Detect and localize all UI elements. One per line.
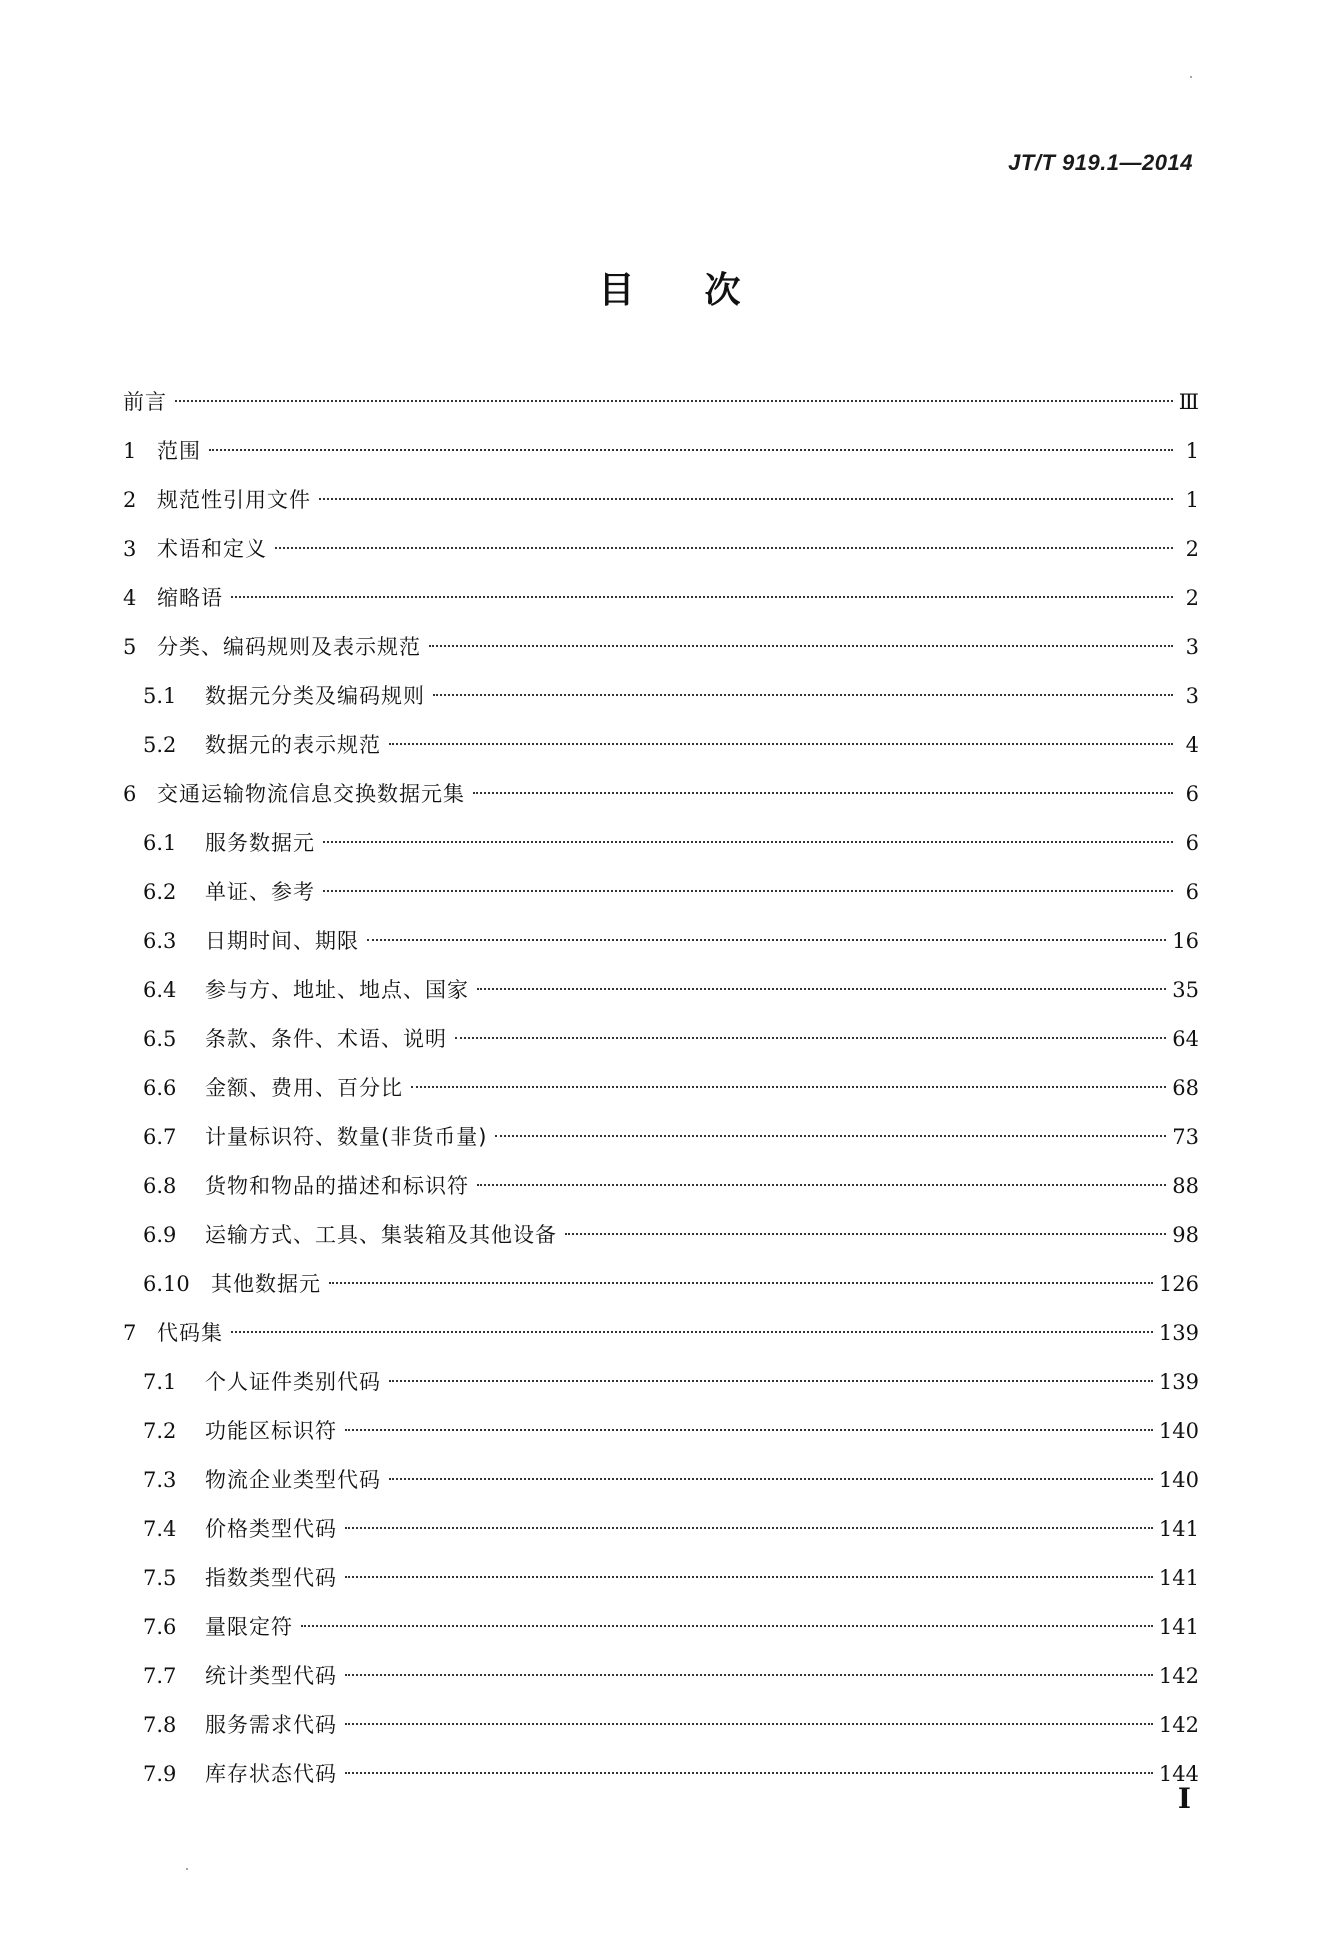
toc-entry[interactable] [123,574,1199,623]
toc-entry-page: 73 [1172,1125,1199,1149]
toc-leader-dots [389,1478,1153,1480]
toc-entry-number: 7.6 [143,1615,177,1639]
toc-entry-number: 5 [123,635,137,659]
toc-entry-title: 范围 [157,439,201,463]
toc-entry-number: 5.1 [143,684,177,708]
toc-entry-title: 规范性引用文件 [157,488,311,512]
toc-entry-title: 数据元的表示规范 [205,733,381,757]
toc-leader-dots [411,1086,1166,1088]
toc-entry-number: 4 [123,586,137,610]
toc-entry-number: 6.2 [143,880,177,904]
toc-entry[interactable] [123,1309,1199,1358]
toc-entry[interactable] [123,1701,1199,1750]
toc-entry-title: 服务需求代码 [205,1713,337,1737]
toc-entry-number: 6.3 [143,929,177,953]
toc-entry-number: 7.5 [143,1566,177,1590]
toc-entry-page: 142 [1158,1713,1199,1737]
toc-leader-dots [429,645,1173,647]
toc-entry-title: 功能区标识符 [205,1419,337,1443]
toc-leader-dots [345,1429,1153,1431]
toc-entry[interactable] [123,868,1199,917]
toc-entry-title: 货物和物品的描述和标识符 [205,1174,469,1198]
toc-entry[interactable] [123,1603,1199,1652]
toc-entry-page: 1 [1185,439,1199,463]
toc-entry-number: 7.4 [143,1517,177,1541]
toc-entry-page: 139 [1158,1370,1199,1394]
toc-leader-dots [209,449,1173,451]
toc-entry-page: 141 [1158,1517,1199,1541]
scan-speck [1190,76,1192,78]
toc-entry[interactable] [123,1260,1199,1309]
toc-entry[interactable] [123,1407,1199,1456]
toc-entry-page: 98 [1172,1223,1199,1247]
toc-entry-page: 68 [1172,1076,1199,1100]
toc-leader-dots [319,498,1173,500]
toc-entry-title: 条款、条件、术语、说明 [205,1027,447,1051]
scan-speck [186,1868,188,1870]
toc-leader-dots [565,1233,1166,1235]
toc-entry-number: 5.2 [143,733,177,757]
toc-leader-dots [473,792,1173,794]
toc-entry[interactable] [123,770,1199,819]
toc-entry-title: 参与方、地址、地点、国家 [205,978,469,1002]
toc-entry-page: 4 [1185,733,1199,757]
toc-entry-page: 141 [1158,1615,1199,1639]
toc-entry-title: 库存状态代码 [205,1762,337,1786]
toc-leader-dots [477,988,1166,990]
toc-entry-page: 140 [1158,1468,1199,1492]
toc-entry-title: 数据元分类及编码规则 [205,684,425,708]
toc-leader-dots [329,1282,1153,1284]
toc-entry-title: 交通运输物流信息交换数据元集 [157,782,465,806]
toc-entry-page: 2 [1185,586,1199,610]
toc-entry-number: 6.10 [143,1272,190,1296]
toc-entry-page: 6 [1185,831,1199,855]
toc-entry-title: 日期时间、期限 [205,929,359,953]
toc-entry-number: 7.3 [143,1468,177,1492]
toc-entry-title: 统计类型代码 [205,1664,337,1688]
toc-leader-dots [345,1527,1153,1529]
toc-entry-number: 3 [123,537,137,561]
toc-entry-number: 6.4 [143,978,177,1002]
toc-entry-number: 6.9 [143,1223,177,1247]
page-title: 目次 [598,270,811,311]
toc-entry[interactable] [123,427,1199,476]
toc-entry[interactable] [123,1113,1199,1162]
document-code: JT/T 919.1—2014 [1008,150,1193,175]
toc-leader-dots [175,400,1173,402]
toc-entry-page: 35 [1172,978,1199,1002]
toc-entry-title: 运输方式、工具、集装箱及其他设备 [205,1223,557,1247]
toc-leader-dots [389,743,1173,745]
toc-entry-number: 6.5 [143,1027,177,1051]
toc-entry-page: 6 [1185,880,1199,904]
toc-entry-title: 金额、费用、百分比 [205,1076,403,1100]
toc-entry-title: 计量标识符、数量(非货币量) [205,1125,488,1149]
toc-entry[interactable] [123,1554,1199,1603]
toc-entry-page: 3 [1185,635,1199,659]
toc-entry-number: 1 [123,439,137,463]
toc-leader-dots [433,694,1173,696]
toc-entry[interactable] [123,623,1199,672]
toc-entry-number: 7.1 [143,1370,177,1394]
toc-entry-number: 7.9 [143,1762,177,1786]
toc-leader-dots [231,1331,1153,1333]
toc-entry-page: 3 [1185,684,1199,708]
toc-entry-title: 服务数据元 [205,831,315,855]
toc-entry-title: 前言 [123,390,167,414]
toc-entry[interactable] [123,721,1199,770]
page-number: I [1177,1782,1191,1815]
toc-entry[interactable] [123,1652,1199,1701]
toc-entry[interactable] [123,1505,1199,1554]
toc-entry[interactable] [123,672,1199,721]
toc-entry[interactable] [123,525,1199,574]
toc-entry-number: 6.1 [143,831,177,855]
toc-entry-page: 140 [1158,1419,1199,1443]
toc-entry-page: 6 [1185,782,1199,806]
toc-entry-number: 7.8 [143,1713,177,1737]
toc-leader-dots [345,1576,1153,1578]
toc-entry-page: 2 [1185,537,1199,561]
toc-entry-number: 6 [123,782,137,806]
toc-entry-title: 指数类型代码 [205,1566,337,1590]
toc-entry-page: 64 [1172,1027,1199,1051]
toc-entry[interactable] [123,1211,1199,1260]
toc-entry-title: 术语和定义 [157,537,267,561]
toc-entry-title: 代码集 [157,1321,223,1345]
toc-entry[interactable] [123,917,1199,966]
toc-entry-page: 88 [1172,1174,1199,1198]
toc-entry-page: 141 [1158,1566,1199,1590]
toc-entry-page: 142 [1158,1664,1199,1688]
toc-entry-page: 126 [1158,1272,1199,1296]
toc-leader-dots [367,939,1166,941]
toc-entry-number: 7 [123,1321,137,1345]
toc-entry-page: Ⅲ [1178,390,1199,414]
toc-leader-dots [345,1674,1153,1676]
toc-leader-dots [345,1772,1153,1774]
toc-leader-dots [389,1380,1153,1382]
toc-entry[interactable] [123,1015,1199,1064]
toc-entry-title: 个人证件类别代码 [205,1370,381,1394]
toc-leader-dots [345,1723,1153,1725]
toc-entry-page: 1 [1185,488,1199,512]
toc-entry-number: 6.7 [143,1125,177,1149]
toc-entry[interactable] [123,1750,1199,1799]
toc-entry-title: 单证、参考 [205,880,315,904]
toc-leader-dots [275,547,1173,549]
toc-entry-title: 缩略语 [157,586,223,610]
toc-entry[interactable] [123,1064,1199,1113]
toc-entry-number: 2 [123,488,137,512]
toc-entry[interactable] [123,1456,1199,1505]
toc-entry[interactable] [123,1162,1199,1211]
toc-entry-title: 物流企业类型代码 [205,1468,381,1492]
toc-leader-dots [231,596,1173,598]
toc-entry[interactable] [123,378,1199,427]
toc-leader-dots [301,1625,1153,1627]
toc-entry-title: 量限定符 [205,1615,293,1639]
toc-entry-page: 16 [1172,929,1199,953]
toc-leader-dots [455,1037,1166,1039]
toc-entry[interactable] [123,819,1199,868]
toc-entry[interactable] [123,966,1199,1015]
toc-entry[interactable] [123,476,1199,525]
toc-entry-number: 7.7 [143,1664,177,1688]
toc-entry[interactable] [123,1358,1199,1407]
toc-entry-number: 6.6 [143,1076,177,1100]
toc-entry-title: 价格类型代码 [205,1517,337,1541]
toc-leader-dots [477,1184,1166,1186]
toc-entry-page: 139 [1158,1321,1199,1345]
toc-entry-title: 分类、编码规则及表示规范 [157,635,421,659]
toc-leader-dots [323,890,1173,892]
toc-entry-page: 144 [1158,1762,1199,1786]
toc-entry-number: 6.8 [143,1174,177,1198]
toc-entry-number: 7.2 [143,1419,177,1443]
toc-leader-dots [495,1135,1166,1137]
toc-leader-dots [323,841,1173,843]
toc-entry-title: 其他数据元 [211,1272,321,1296]
table-of-contents [123,378,1199,1799]
